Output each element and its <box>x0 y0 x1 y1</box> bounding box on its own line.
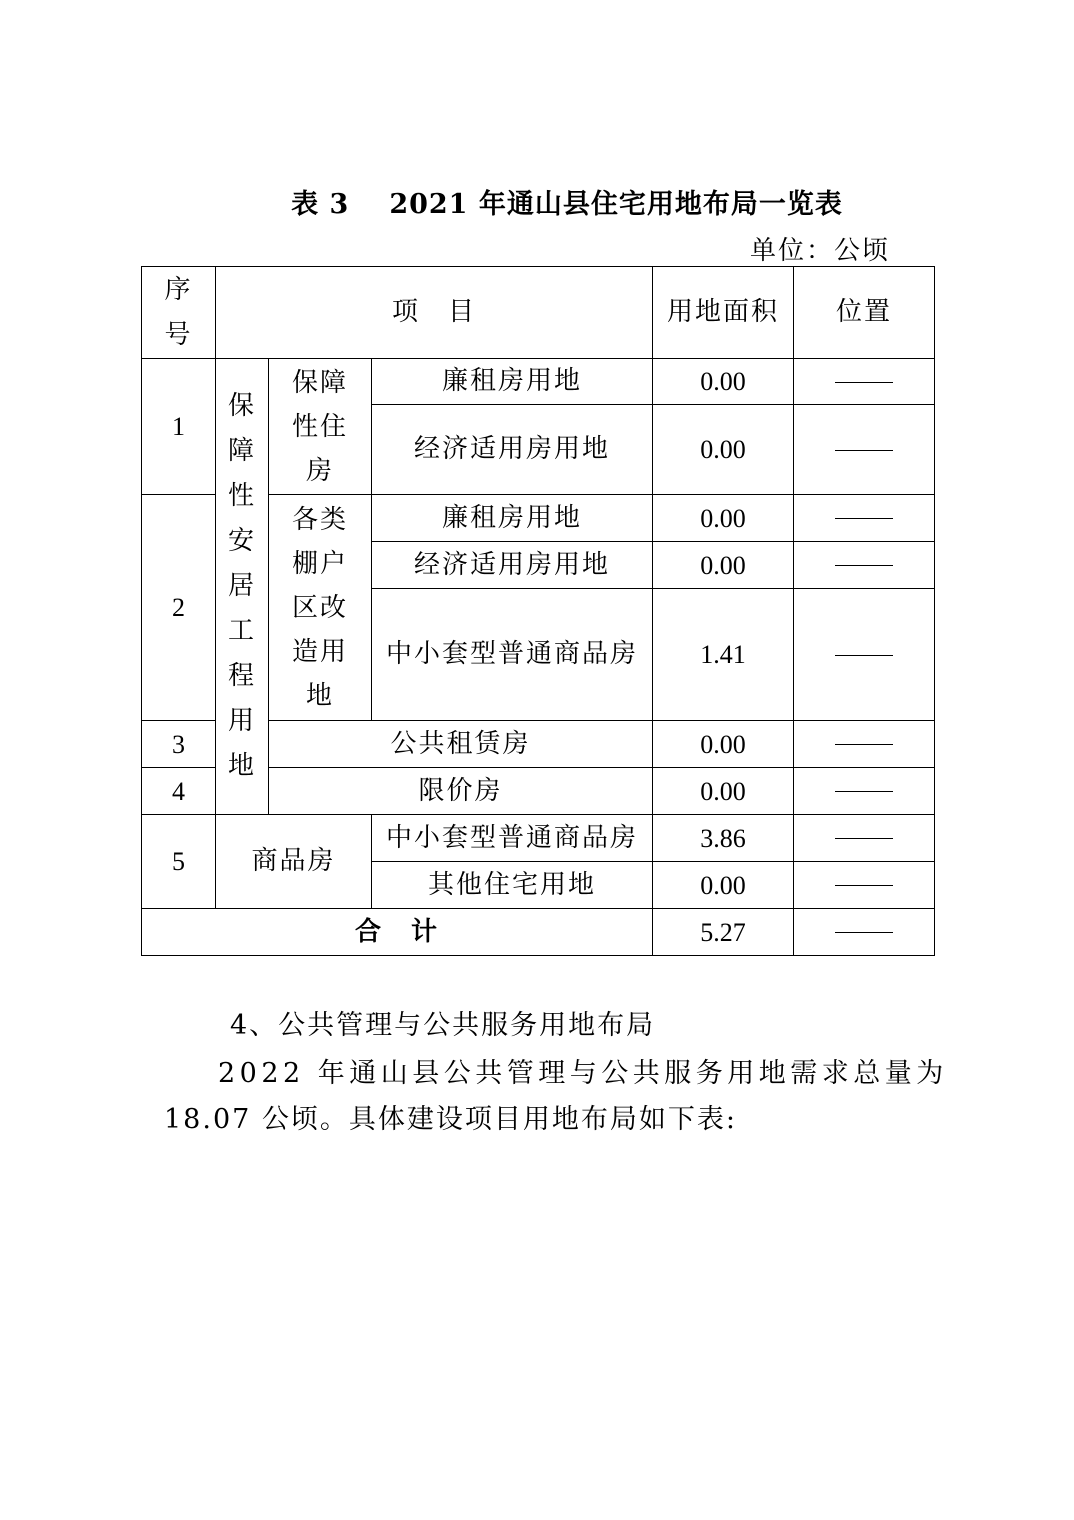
paragraph-line-1: 2022 年通山县公共管理与公共服务用地需求总量为 <box>218 1058 948 1089</box>
dash-mark <box>835 518 893 519</box>
header-row <box>142 267 935 359</box>
location-cell <box>794 721 935 768</box>
total-label: 合 计 <box>142 909 653 956</box>
dash-mark <box>835 885 893 886</box>
dash-mark <box>835 838 893 839</box>
housing-land-table <box>141 266 935 956</box>
item-cell: 限价房 <box>269 768 653 815</box>
table-row <box>142 815 935 862</box>
table-caption: 2021 年通山县住宅用地布局一览表 <box>389 189 843 220</box>
item-cell: 经济适用房用地 <box>372 542 653 589</box>
table-title <box>0 182 1074 221</box>
paragraph-line-2: 18.07 公顷。具体建设项目用地布局如下表: <box>164 1104 737 1135</box>
dash-mark <box>835 932 893 933</box>
area-cell: 0.00 <box>653 721 794 768</box>
area-cell: 0.00 <box>653 495 794 542</box>
group-commercial: 商品房 <box>216 815 372 909</box>
group-anju: 保 障 性 安 居 工 程 用 地 <box>216 359 269 815</box>
dash-mark <box>835 655 893 656</box>
dash-mark <box>835 382 893 383</box>
seq-cell: 5 <box>142 815 216 909</box>
location-cell <box>794 768 935 815</box>
total-row <box>142 909 935 956</box>
dash-mark <box>835 791 893 792</box>
group-penghu: 各类 棚户 区改 造用 地 <box>269 495 372 721</box>
area-cell: 1.41 <box>653 589 794 721</box>
location-cell <box>794 862 935 909</box>
unit-label: 单位：公顷 <box>749 236 890 266</box>
item-cell: 中小套型普通商品房 <box>372 815 653 862</box>
header-seq: 序 号 <box>142 267 216 359</box>
item-cell: 廉租房用地 <box>372 359 653 405</box>
location-cell <box>794 909 935 956</box>
seq-cell: 4 <box>142 768 216 815</box>
group-baozhang: 保障 性住 房 <box>269 359 372 495</box>
header-area: 用地面积 <box>653 267 794 359</box>
seq-cell: 3 <box>142 721 216 768</box>
item-cell: 其他住宅用地 <box>372 862 653 909</box>
location-cell <box>794 359 935 405</box>
location-cell <box>794 542 935 589</box>
area-cell: 0.00 <box>653 768 794 815</box>
item-cell: 公共租赁房 <box>269 721 653 768</box>
seq-cell: 2 <box>142 495 216 721</box>
location-cell <box>794 815 935 862</box>
seq-cell: 1 <box>142 359 216 495</box>
area-cell: 0.00 <box>653 542 794 589</box>
header-item: 项 目 <box>216 267 653 359</box>
item-cell: 经济适用房用地 <box>372 405 653 495</box>
location-cell <box>794 495 935 542</box>
total-area: 5.27 <box>653 909 794 956</box>
dash-mark <box>835 744 893 745</box>
area-cell: 0.00 <box>653 405 794 495</box>
area-cell: 0.00 <box>653 862 794 909</box>
item-cell: 廉租房用地 <box>372 495 653 542</box>
table-number: 表 3 <box>291 189 350 220</box>
location-cell <box>794 405 935 495</box>
area-cell: 0.00 <box>653 359 794 405</box>
header-location: 位置 <box>794 267 935 359</box>
dash-mark <box>835 565 893 566</box>
item-cell: 中小套型普通商品房 <box>372 589 653 721</box>
area-cell: 3.86 <box>653 815 794 862</box>
dash-mark <box>835 450 893 451</box>
location-cell <box>794 589 935 721</box>
section-heading: 4、公共管理与公共服务用地布局 <box>230 1010 656 1041</box>
table-row <box>142 359 935 405</box>
